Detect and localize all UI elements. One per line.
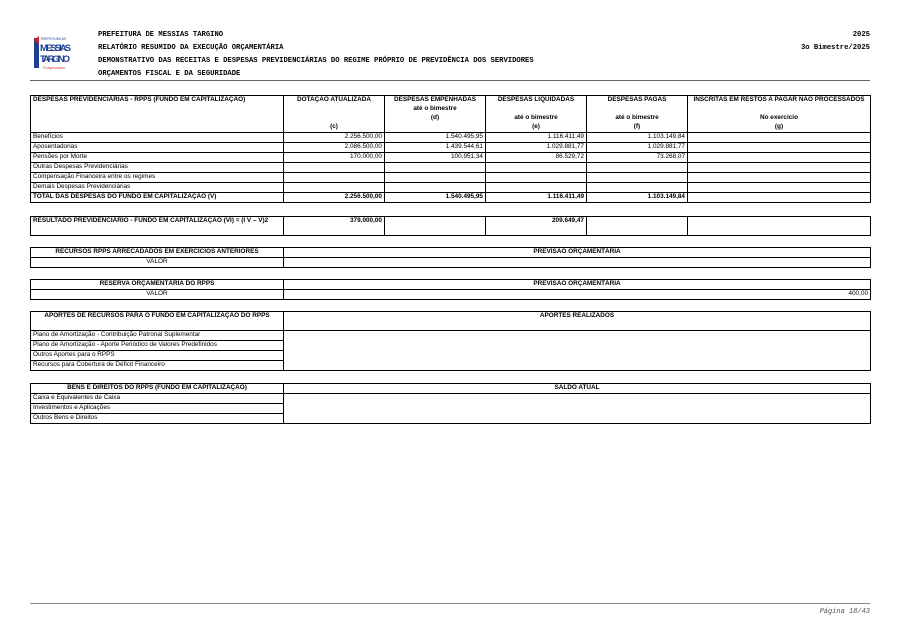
result-liquidadas: 209.649,47 — [486, 217, 587, 236]
aportes-title: APORTES DE RECURSOS PARA O FUNDO EM CAPITALIZAÇÃO DO RPPS — [31, 312, 284, 331]
reserva-value: 400,00 — [284, 290, 871, 300]
table-row: Outros Bens e Direitos — [31, 414, 871, 424]
col-sub-liquidadas: até o bimestre — [486, 114, 587, 123]
table-row: Aposentadorias 2.086.500,00 1.439.544,61 1.029.881,77 1.029.881,77 — [31, 143, 871, 153]
expenses-table — [30, 95, 871, 203]
table-row: VALOR 400,00 — [31, 290, 871, 300]
recursos-col: PREVISÃO ORÇAMENTÁRIA — [284, 248, 871, 258]
col-code-empenhadas: (d) — [385, 114, 486, 123]
report-period: 3o Bimestre/2025 — [800, 44, 870, 52]
table-row: Outras Despesas Previdenciárias — [31, 163, 871, 173]
total-row: TOTAL DAS DESPESAS DO FUNDO EM CAPITALIZAÇÃO (V) 2.256.500,00 1.540.495,95 1.116.411,49 1.103.149,84 — [31, 193, 871, 203]
result-row — [31, 217, 871, 236]
col-sub-restos: No exercício — [688, 114, 871, 123]
table-row: Caixa e Equivalentes de Caixa — [31, 394, 871, 404]
result-table — [30, 216, 871, 236]
table-row: Pensões por Morte 170.000,00 100.951,34 86.529,72 73.268,07 — [31, 153, 871, 163]
table-row: Recursos para Cobertura de Déficit Financeiro — [31, 361, 871, 371]
bens-title: BENS E DIREITOS DO RPPS (FUNDO EM CAPITALIZAÇÃO) — [31, 384, 284, 394]
aportes-col: APORTES REALIZADOS — [284, 312, 871, 331]
budgets-title: ORÇAMENTOS FISCAL E DA SEGURIDADE — [98, 70, 241, 78]
logo-text-3: TARGINO — [40, 54, 70, 65]
reserva-title: RESERVA ORÇAMENTÁRIA DO RPPS — [31, 280, 284, 290]
bens-col: SALDO ATUAL — [284, 384, 871, 394]
col-code-restos: (g) — [688, 123, 871, 133]
col-header-pagas: DESPESAS PAGAS — [587, 96, 688, 106]
report-title: RELATÓRIO RESUMIDO DA EXECUÇÃO ORÇAMENTÁRIA — [98, 44, 284, 52]
col-sub-empenhadas: até o bimestre — [385, 105, 486, 114]
table-row: Outros Aportes para o RPPS — [31, 351, 871, 361]
recursos-table — [30, 247, 871, 268]
table-row: Plano de Amortização - Contribuição Patronal Suplementar — [31, 331, 871, 341]
col-header-dotacao: DOTAÇÃO ATUALIZADA — [284, 96, 385, 106]
reserva-table — [30, 279, 871, 300]
table-row: Demais Despesas Previdenciárias — [31, 183, 871, 193]
aportes-table — [30, 311, 871, 371]
result-label: RESULTADO PREVIDENCIÁRIO - FUNDO EM CAPITALIZAÇÃO (VI) = (I V – V)2 — [31, 217, 284, 236]
header-rule — [30, 80, 870, 81]
table-row: Investimentos e Aplicações — [31, 404, 871, 414]
col-header-restos: INSCRITAS EM RESTOS A PAGAR NÃO PROCESSADOS — [688, 96, 871, 106]
demonstrative-title: DEMONSTRATIVO DAS RECEITAS E DESPESAS PREVIDENCIÁRIAS DO REGIME PRÓPRIO DE PREVIDÊNCIA DOS SERVIDORES — [98, 57, 534, 65]
col-header-desc: DESPESAS PREVIDENCIÁRIAS - RPPS (FUNDO EM CAPITALIZAÇÃO) — [31, 96, 284, 106]
recursos-title: RECURSOS RPPS ARRECADADOS EM EXERCÍCIOS ANTERIORES — [31, 248, 284, 258]
reserva-col: PREVISÃO ORÇAMENTÁRIA — [284, 280, 871, 290]
table-row: Benefícios 2.256.500,00 1.540.495,95 1.116.411,49 1.103.149,84 — [31, 133, 871, 143]
logo-tagline: Compromisso — [43, 65, 66, 70]
footer-rule — [30, 603, 870, 604]
col-code-liquidadas: (e) — [486, 123, 587, 133]
page-number: Página 18/43 — [819, 608, 870, 616]
result-dotacao: 379.000,00 — [284, 217, 385, 236]
col-code-pagas: (f) — [587, 123, 688, 133]
col-code-dotacao: (c) — [284, 123, 385, 133]
report-year: 2025 — [852, 31, 870, 39]
entity-name: PREFEITURA DE MESSIAS TARGINO — [98, 31, 224, 39]
col-header-empenhadas: DESPESAS EMPENHADAS — [385, 96, 486, 106]
logo-text-2: MESSIAS — [40, 43, 71, 54]
logo-text-1: PREFEITURA DE — [41, 37, 67, 41]
table-row: Plano de Amortização - Aporte Periódico de Valores Predefinidos — [31, 341, 871, 351]
col-sub-pagas: até o bimestre — [587, 114, 688, 123]
table-row: VALOR — [31, 258, 871, 268]
table-row: Compensação Financeira entre os regimes — [31, 173, 871, 183]
municipality-logo — [34, 34, 72, 74]
bens-table — [30, 383, 871, 424]
col-header-liquidadas: DESPESAS LIQUIDADAS — [486, 96, 587, 106]
